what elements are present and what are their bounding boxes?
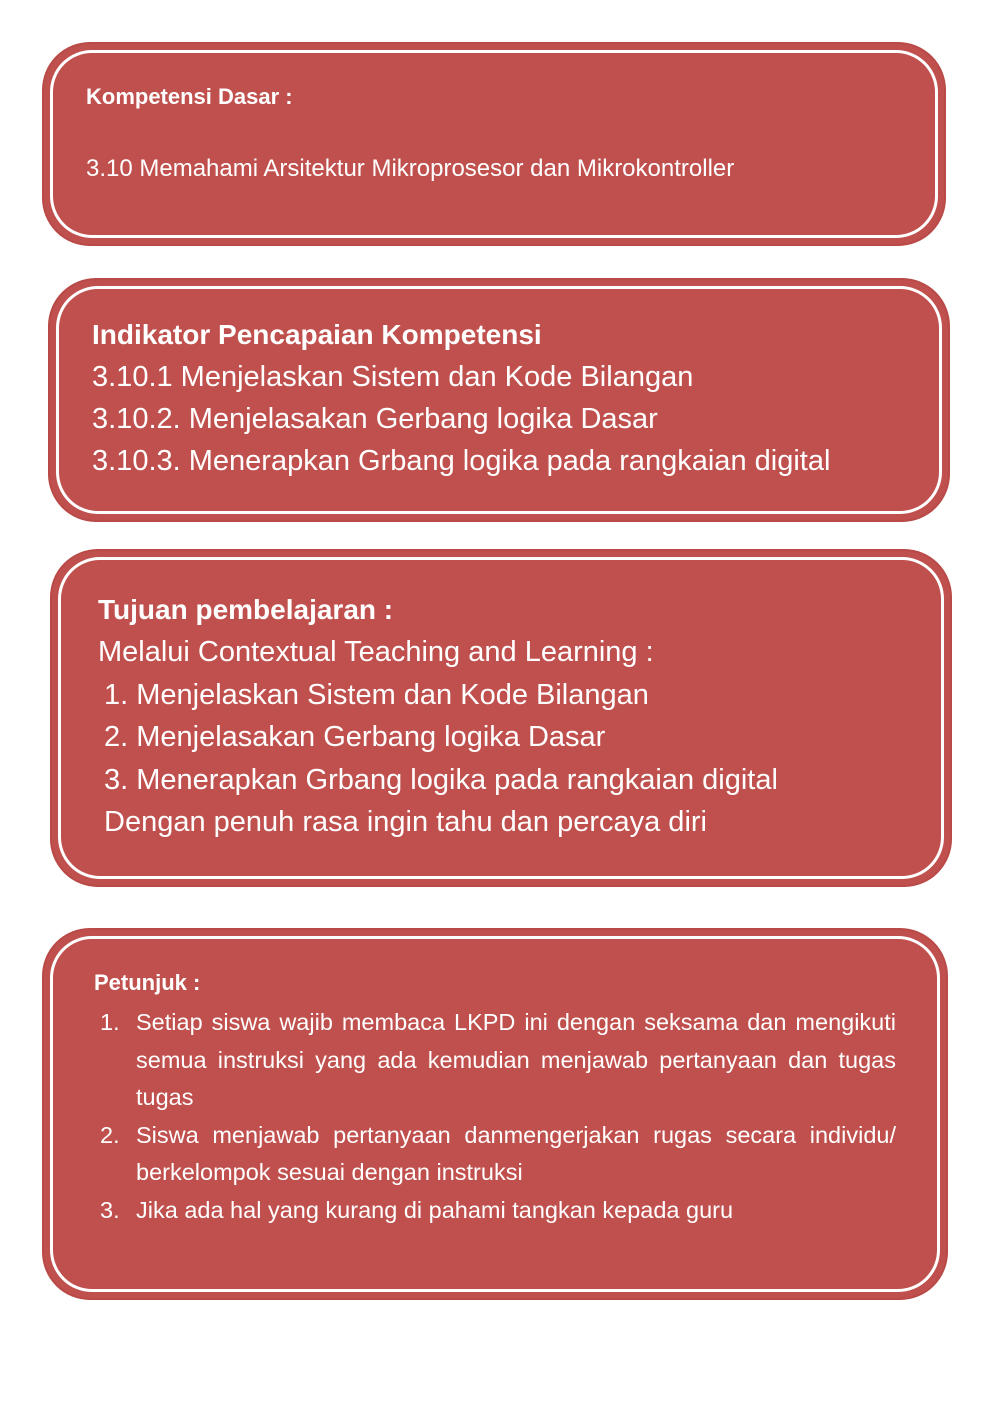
petunjuk-item-number: 3. (100, 1196, 120, 1223)
tujuan-item: 2. Menjelasakan Gerbang logika Dasar (104, 721, 606, 753)
petunjuk-title: Petunjuk : (94, 970, 201, 995)
petunjuk-content (94, 966, 896, 1229)
petunjuk-box (42, 928, 948, 1300)
indikator-item: 3.10.1 Menjelaskan Sistem dan Kode Bilangan (92, 361, 694, 393)
kompetensi-dasar-text: 3.10 Memahami Arsitektur Mikroprosesor dan Mikrokontroller (86, 155, 735, 182)
tujuan-item: 3. Menerapkan Grbang logika pada rangkaian digital (104, 763, 778, 796)
petunjuk-item-number: 1. (100, 1009, 120, 1035)
petunjuk-item (94, 1117, 896, 1192)
kompetensi-dasar-box (42, 42, 946, 246)
petunjuk-item-text: Jika ada hal yang kurang di pahami tangkan kepada guru (136, 1196, 734, 1223)
petunjuk-item (94, 1192, 896, 1230)
petunjuk-item-number: 2. (100, 1121, 120, 1148)
tujuan-item: 1. Menjelaskan Sistem dan Kode Bilangan (104, 678, 649, 711)
tujuan-box (50, 549, 952, 887)
petunjuk-item-text: Setiap siswa wajib membaca LKPD ini dengan seksama dan mengikuti semua instruksi yang ada kemudian menjawab pertanyaan dan tugas tugas (136, 1009, 896, 1110)
indikator-box (48, 278, 950, 522)
kompetensi-dasar-title: Kompetensi Dasar : (86, 84, 293, 109)
indikator-title: Indikator Pencapaian Kompetensi (92, 319, 542, 350)
tujuan-intro: Melalui Contextual Teaching and Learning : (98, 636, 654, 668)
tujuan-content (98, 589, 930, 844)
kompetensi-dasar-content (86, 82, 904, 184)
tujuan-closing: Dengan penuh rasa ingin tahu dan percaya diri (104, 806, 707, 838)
petunjuk-item-text: Siswa menjawab pertanyaan danmengerjakan rugas secara individu/ berkelompok sesuai dengan instruksi (136, 1121, 896, 1185)
tujuan-title: Tujuan pembelajaran : (98, 594, 394, 625)
indikator-item: 3.10.2. Menjelasakan Gerbang logika Dasar (92, 403, 658, 435)
petunjuk-list (94, 1004, 896, 1229)
petunjuk-item (94, 1004, 896, 1117)
indikator-item: 3.10.3. Menerapkan Grbang logika pada rangkaian digital (92, 445, 831, 477)
indikator-content (92, 314, 928, 482)
